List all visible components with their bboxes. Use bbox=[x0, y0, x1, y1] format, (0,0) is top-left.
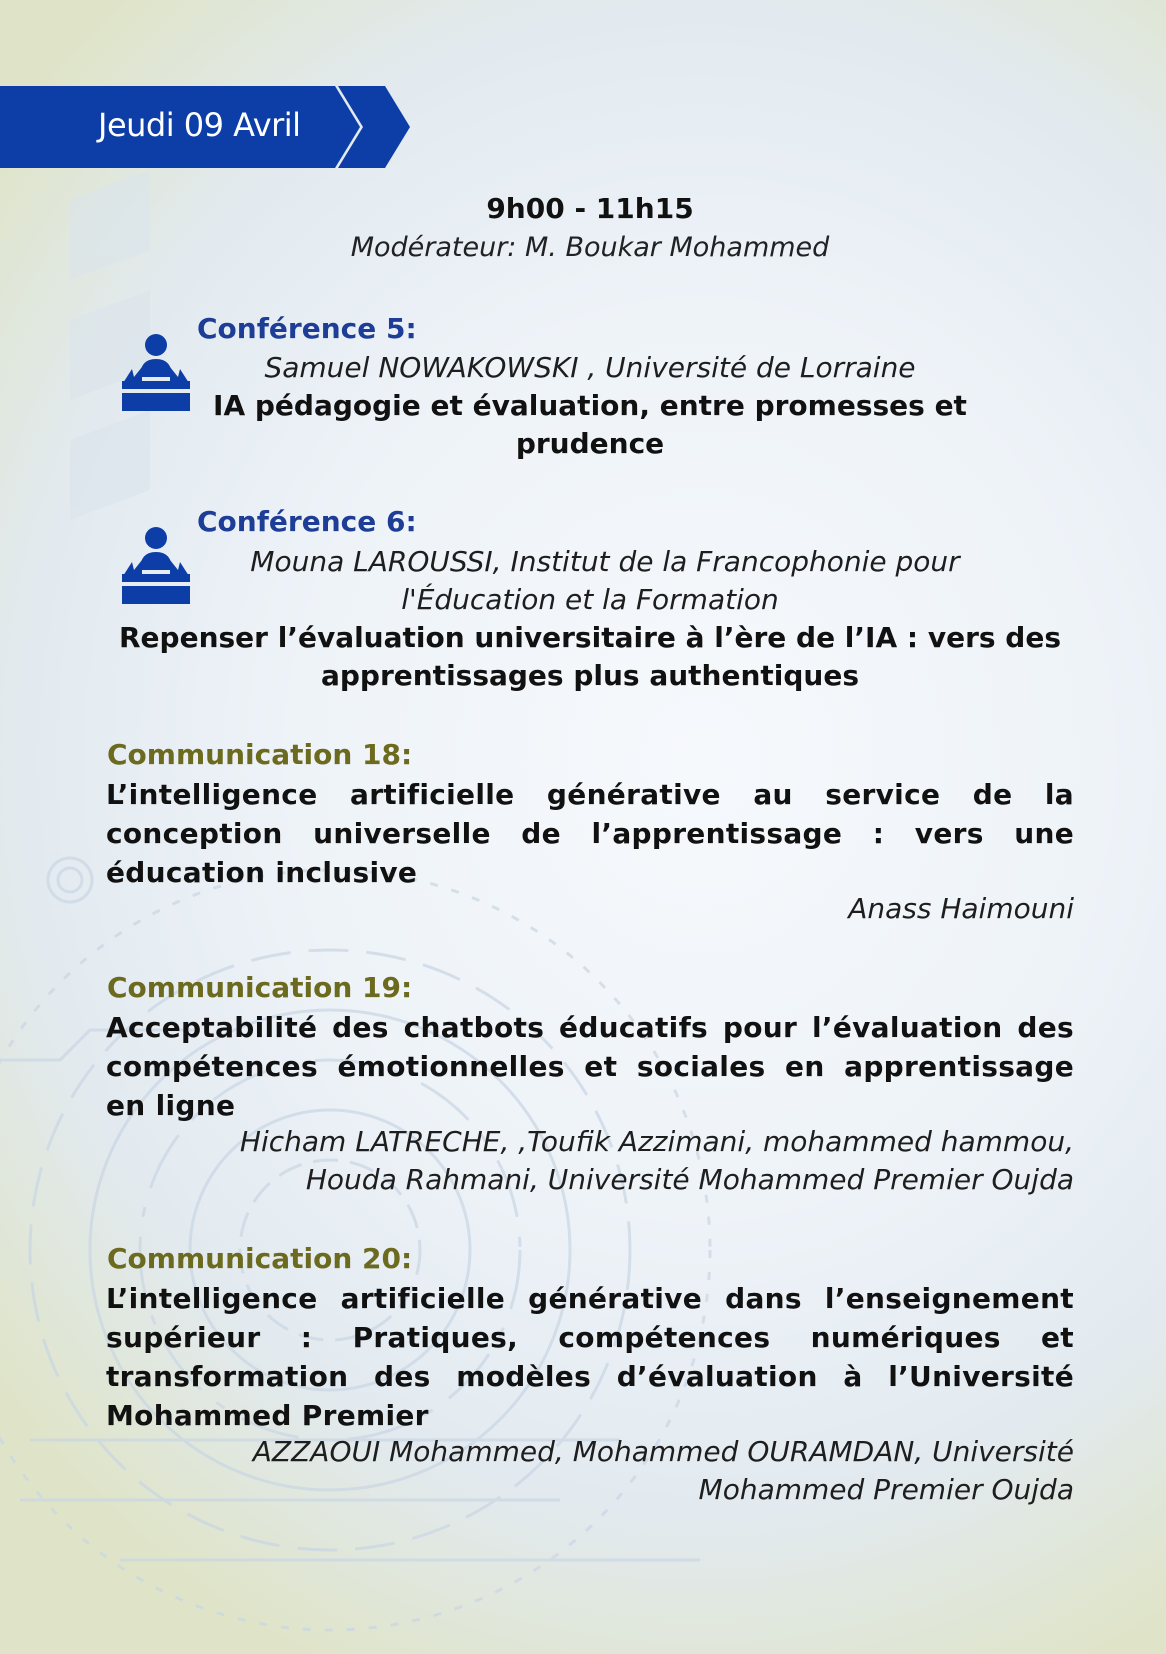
communication-19-title: Acceptabilité des chatbots éducatifs pour l’évaluation des compétences émotionnelles et sociales en apprentissage en ligne bbox=[106, 1011, 1074, 1122]
conference-6-speaker-line-2: l'Éducation et la Formation bbox=[401, 583, 779, 616]
communication-18-label: Communication 18: bbox=[107, 738, 413, 771]
date-banner bbox=[0, 86, 410, 168]
conference-5-title-line-1: IA pédagogie et évaluation, entre promesses et bbox=[213, 389, 967, 422]
communication-18-authors: Anass Haimouni bbox=[848, 892, 1074, 925]
communication-19-authors-line-1: Hicham LATRECHE, ,Toufik Azzimani, mohammed hammou, bbox=[239, 1125, 1074, 1158]
communication-20-title: L’intelligence artificielle générative dans l’enseignement supérieur : Pratiques, compétences numériques et transformation des modèles d’évaluation à l’Université Mohammed Premier bbox=[106, 1282, 1074, 1432]
communication-20-authors-line-2: Mohammed Premier Oujda bbox=[698, 1473, 1074, 1506]
communication-20-label: Communication 20: bbox=[107, 1242, 413, 1275]
conference-6-speaker-line-1: Mouna LAROUSSI, Institut de la Francophonie pour bbox=[250, 545, 960, 578]
conference-6-label: Conférence 6: bbox=[197, 505, 417, 538]
conference-6-title-line-2: apprentissages plus authentiques bbox=[320, 659, 860, 692]
conference-5-speaker: Samuel NOWAKOWSKI , Université de Lorraine bbox=[264, 351, 916, 384]
date-label: Jeudi 09 Avril bbox=[98, 106, 301, 144]
communication-19-authors-line-2: Houda Rahmani, Université Mohammed Premier Oujda bbox=[305, 1163, 1074, 1196]
session-time: 9h00 - 11h15 bbox=[486, 192, 694, 225]
speaker-podium-icon bbox=[120, 333, 192, 417]
communication-18-title: L’intelligence artificielle générative au service de la conception universelle de l’apprentissage : vers une éducation inclusive bbox=[106, 778, 1074, 889]
conference-5-label: Conférence 5: bbox=[197, 312, 417, 345]
conference-5-title-line-2: prudence bbox=[515, 427, 665, 460]
speaker-podium-icon bbox=[120, 526, 192, 610]
communication-20-authors-line-1: AZZAOUI Mohammed, Mohammed OURAMDAN, Université bbox=[252, 1435, 1074, 1468]
conference-6-title-line-1: Repenser l’évaluation universitaire à l’ère de l’IA : vers des bbox=[118, 621, 1061, 654]
session-moderator: Modérateur: M. Boukar Mohammed bbox=[350, 232, 830, 263]
communication-19-label: Communication 19: bbox=[107, 971, 413, 1004]
